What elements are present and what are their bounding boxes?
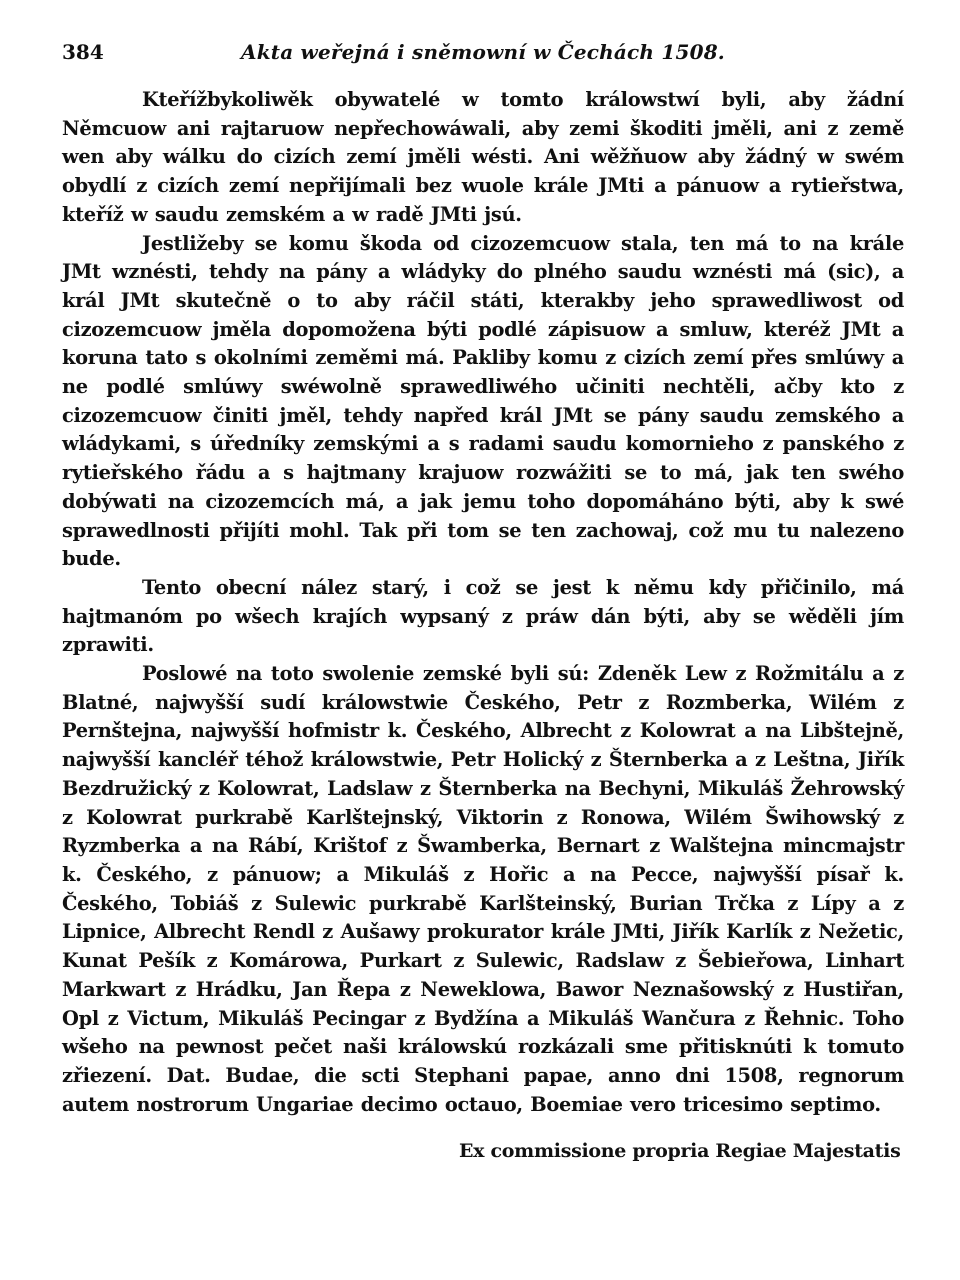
paragraph-1: Kteřížbykoliwěk obywatelé w tomto králowstwí byli, aby žádní Němcuow ani rajtaruow nepřechowáwali, aby zemi škoditi jměli, ani z země wen aby wálku do cizích zemí jměli wésti. Ani wěžňuow aby žádný w swém obydlí z cizích zemí nepřijímali bez wuole krále JMti a pánuow a rytieřstwa, kteříž w saudu zemském a w radě JMti jsú. (62, 88, 904, 226)
paragraph-2: Jestližeby se komu škoda od cizozemcuow stala, ten má to na krále JMt wznésti, tehdy na pány a wládyky do plného saudu wznésti má (sic), a král JMt skutečně o to aby ráčil státi, kterakby jeho sprawedliwost od cizozemcuow jměla dopomožena býti podlé zápisuow a smluw, kteréž JMt a koruna tato s okolními zeměmi má. Pakliby komu z cizích zemí přes smlúwy a ne podlé smlúwy swéwolně sprawedliwého učiniti nechtěli, ačby kto z cizozemcuow činiti jměl, tehdy napřed král JMt se pány saudu zemského a wládykami, s úředníky zemskými a s radami saudu komornieho z panského z rytieřského řádu a s hajtmany krajuow rozwážiti se to má, jak ten swého dobýwati na cizozemcích má, a jak jemu toho dopomáháno býti, aby k swé sprawedlnosti přijíti mohl. Tak při tom se ten zachowaj, což mu tu nalezeno bude. (62, 231, 904, 571)
page-number: 384 (62, 40, 104, 64)
signature-line: Ex commissione propria Regiae Majestatis (459, 1140, 901, 1163)
paragraph-3: Tento obecní nález starý, i což se jest k němu kdy přičinilo, má hajtmanóm po wšech krajích wypsaný z práw dán býti, aby se wěděli jím zprawiti. (62, 575, 904, 657)
page-header (62, 40, 904, 70)
paragraph-4: Poslowé na toto swolenie zemské byli sú: Zdeněk Lew z Rožmitálu a z Blatné, najwyšší sudí králowstwie Českého, Petr z Rozmberka, Wilém z Pernštejna, najwyšší hofmistr k. Českého, Albrecht z Kolowrat a na Libštejně, najwyšší kancléř téhož králowstwie, Petr Holický z Šternberka a z Leštna, Jiřík Bezdružický z Kolowrat, Ladslaw z Šternberka na Bechyni, Mikuláš Žehrowský z Kolowrat purkrabě Karlštejnský, Viktorin z Ronowa, Wilém Šwihowský z Ryzmberka a na Rábí, Krištof z Šwamberka, Bernart z Walštejna mincmajstr k. Českého, z pánuow; a Mikuláš z Hořic a na Pecce, najwyšší písař k. Českého, Tobiáš z Sulewic purkrabě Karlšteinský, Burian Trčka z Lípy a z Lipnice, Albrecht Rendl z Aušawy prokurator krále JMti, Jiřík Karlík z Nežetic, Kunat Pešík z Komárowa, Purkart z Sulewic, Radslaw z Šebieřowa, Linhart Markwart z Hrádku, Jan Řepa z Neweklowa, Bawor Neznašowský z Hustiřan, Opl z Victum, Mikuláš Pecingar z Bydžína a Mikuláš Wančura z Řehnic. Toho wšeho na pewnost pečet naši králowskú rozkázali sme přitisknúti k tomuto zřiezení. Dat. Budae, die scti Stephani papae, anno dni 1508, regnorum autem nostrorum Ungariae decimo octauo, Boemiae vero tricesimo septimo. (62, 662, 904, 1116)
document-page (62, 40, 904, 1165)
running-title: Akta weřejná i sněmowní w Čechách 1508. (241, 40, 725, 64)
